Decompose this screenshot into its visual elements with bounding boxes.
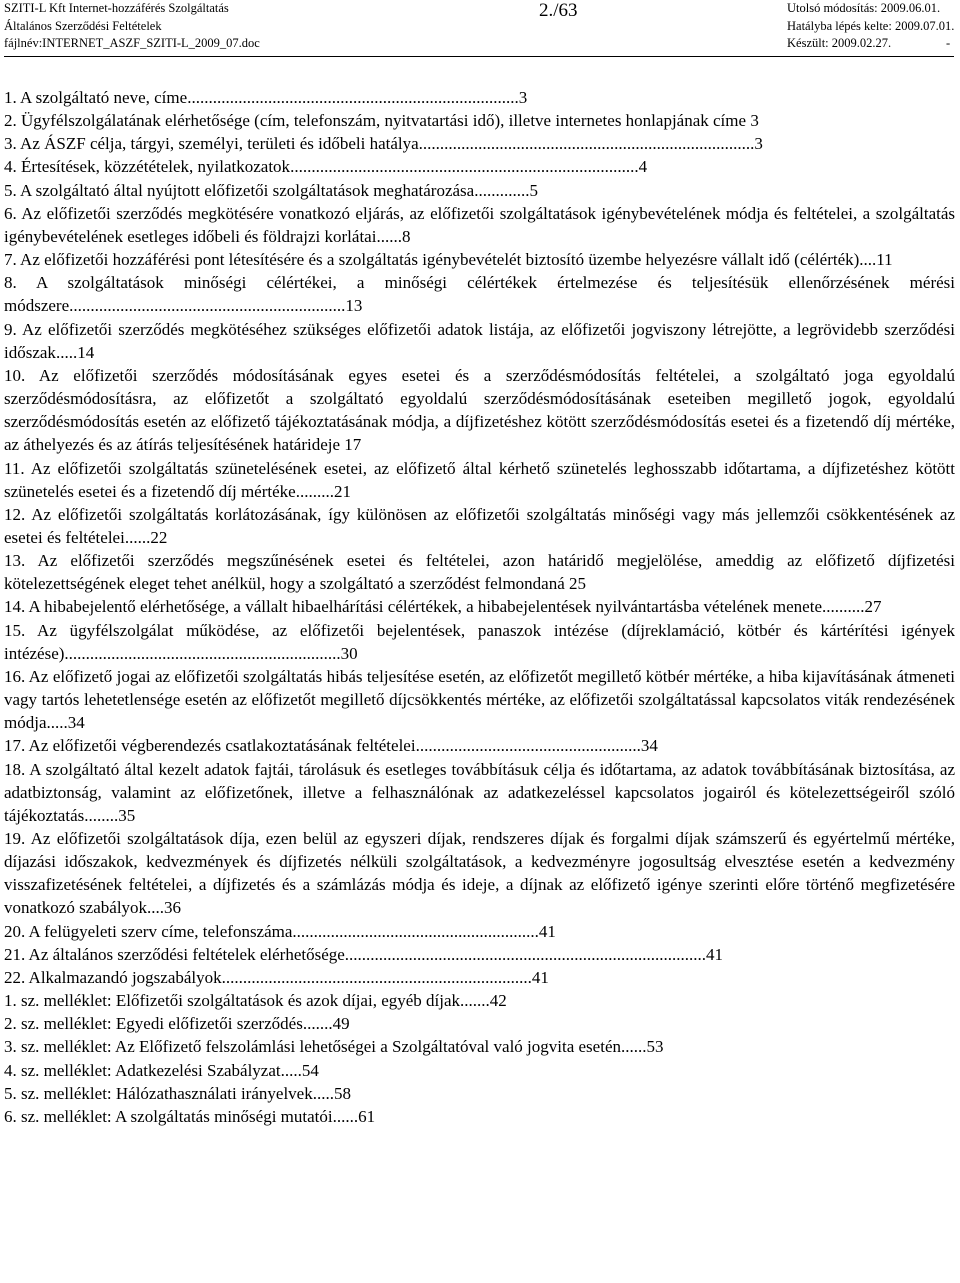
header-page-number: 2./63 xyxy=(539,0,578,21)
toc-page-number: 53 xyxy=(646,1037,664,1057)
toc-page-number: 41 xyxy=(706,944,724,964)
toc-entry-title: 6. sz. melléklet: A szolgáltatás minőségi mutatói xyxy=(4,1106,333,1126)
toc-entry[interactable] xyxy=(4,179,955,202)
toc-dot-leader: ................................................................ xyxy=(68,643,341,663)
toc-page-number: 54 xyxy=(301,1060,319,1080)
toc-dot-leader: .... xyxy=(147,898,165,918)
toc-entry-title: 5. sz. melléklet: Hálózathasználati irányelvek xyxy=(4,1083,313,1103)
toc-dot-leader: ........ xyxy=(84,805,119,825)
toc-entry-title: 14. A hibabejelentő elérhetősége, a vállalt hibaelhárítási célértékek, a hibabejelentések nyilvántartásba vételének menete xyxy=(4,597,823,617)
table-of-contents xyxy=(4,86,955,1128)
toc-dot-leader: .......................................................... xyxy=(292,921,539,941)
toc-entry[interactable] xyxy=(4,758,955,827)
toc-entry[interactable] xyxy=(4,457,955,503)
toc-entry[interactable] xyxy=(4,966,955,989)
toc-dot-leader: ....... xyxy=(302,1014,333,1034)
toc-entry[interactable] xyxy=(4,364,955,457)
toc-page-number: 22 xyxy=(150,527,168,547)
toc-entry-title: 3. sz. melléklet: Az Előfizető felszolámlási lehetőségei a Szolgáltatóval való jogvita esetén xyxy=(4,1037,621,1057)
toc-page-number: 4 xyxy=(638,157,648,177)
toc-entry[interactable] xyxy=(4,271,955,317)
header-divider xyxy=(4,56,954,57)
toc-entry-title: 8. A szolgáltatások minőségi célértékei, a minőségi célértékek értelmezése és teljesítésük ellenőrzésének mérési módszere xyxy=(4,273,955,316)
toc-dot-leader: .................................................................................. xyxy=(290,157,639,177)
toc-entry[interactable] xyxy=(4,109,955,132)
toc-dot-leader: ..... xyxy=(55,342,78,362)
header-doc-type: Általános Szerződési Feltételek xyxy=(4,19,162,33)
toc-page-number: 41 xyxy=(538,921,556,941)
toc-entry-title: 4. Értesítések, közzétételek, nyilatkozatok xyxy=(4,157,291,177)
toc-dot-leader: .............................................................................. xyxy=(187,88,519,107)
toc-entry-title: 15. Az ügyfélszolgálat működése, az előfizetői bejelentések, panaszok intézése (díjreklamáció, kötbér és kártérítési igények intézése). xyxy=(4,620,955,663)
toc-page-number: 14 xyxy=(77,342,95,362)
toc-entry-title: 19. Az előfizetői szolgáltatások díja, ezen belül az egyszeri díjak, rendszeres díjak és forgalmi díjak számszerű és egyértelmű mértéke, díjazási időszakok, kedvezmények és díjfizetés nélküli szolgáltatások, a kedvezményre jogosultság elvesztése esetén a kedvezmény visszafizetésének feltételei, a díjfizetés és a számlázás módja és ideje, a díjnak az előfizető igénye szerinti előre történő megfizetésére vonatkozó szabályok xyxy=(4,829,955,918)
toc-dot-leader: ..................................................................................... xyxy=(344,944,707,964)
toc-page-number: 27 xyxy=(864,597,882,617)
toc-entry-title: 1. sz. melléklet: Előfizetői szolgáltatások és azok díjai, egyéb díjak xyxy=(4,991,461,1011)
toc-entry[interactable] xyxy=(4,503,955,549)
toc-page-number: 3 xyxy=(754,134,763,154)
toc-page-number: 8 xyxy=(401,226,411,246)
toc-page-number: 11 xyxy=(876,250,893,270)
toc-entry-title: 20. A felügyeleti szerv címe, telefonszáma xyxy=(4,921,293,941)
toc-page-number: 61 xyxy=(358,1106,376,1126)
toc-entry[interactable] xyxy=(4,943,955,966)
toc-entry[interactable] xyxy=(4,1082,955,1105)
toc-entry-title: 21. Az általános szerződési feltételek elérhetősége xyxy=(4,944,345,964)
toc-dot-leader: .... xyxy=(859,250,877,270)
toc-entry[interactable] xyxy=(4,549,955,595)
toc-entry[interactable] xyxy=(4,155,955,178)
toc-entry-title: 18. A szolgáltató által kezelt adatok fajtái, tárolásuk és esetleges továbbításuk célja és időtartama, az adatok továbbításának biztosítása, az adatbiztonság, valamint az előfizetőnek, illetve a felhasználónak az adatkezeléssel kapcsolatos jogairól és kötelezettségeiről szóló tájékoztatás xyxy=(4,759,955,825)
toc-entry-title: 13. Az előfizetői szerződés megszűnésének esetei és feltételei, azon határidő megjelölése, ameddig az előfizető díjfizetési kötelezettségének eleget tehet anélkül, hogy a szolgáltató a szerződést felmondaná xyxy=(4,551,955,594)
toc-page-number: 3 xyxy=(750,111,759,131)
toc-entry-title: 1. A szolgáltató neve, címe xyxy=(4,88,188,107)
toc-page-number: 3 xyxy=(518,88,528,107)
toc-page-number: 13 xyxy=(345,296,363,316)
toc-page-number: 21 xyxy=(333,481,351,501)
toc-entry[interactable] xyxy=(4,734,955,757)
toc-dot-leader: ................................................................. xyxy=(69,296,346,316)
toc-entry[interactable] xyxy=(4,665,955,734)
page-header xyxy=(4,0,954,56)
toc-entry[interactable] xyxy=(4,1105,955,1128)
toc-dot-leader: ............................................................................... xyxy=(418,134,755,154)
toc-dot-leader: ..... xyxy=(46,713,68,733)
toc-entry-title: 6. Az előfizetői szerződés megkötésére vonatkozó eljárás, az előfizetői szolgáltatások igénybevételének módja és feltételei, a szolgáltatás igénybevételének esetleges időbeli és földrajzi korlátai xyxy=(4,203,955,246)
toc-dot-leader: ...... xyxy=(376,226,402,246)
toc-page-number: 25 xyxy=(569,574,587,594)
header-dash: - xyxy=(946,36,951,50)
toc-entry[interactable] xyxy=(4,318,955,364)
toc-entry-title: 9. Az előfizetői szerződés megkötéséhez szükséges előfizetői adatok listája, az előfizetői jogviszony létrejötte, a legrövidebb szerződési időszak xyxy=(4,319,955,362)
toc-entry-title: 7. Az előfizetői hozzáférési pont létesítésére és a szolgáltatás igénybevételét biztosító üzembe helyezésre vállalt idő (célérték) xyxy=(4,250,860,270)
toc-entry-title: 3. Az ÁSZF célja, tárgyi, személyi, területi és időbeli hatálya xyxy=(4,134,419,154)
toc-page-number: 35 xyxy=(118,805,136,825)
toc-page-number: 34 xyxy=(67,713,85,733)
toc-page-number: 34 xyxy=(640,736,658,756)
toc-page-number: 30 xyxy=(340,643,358,663)
toc-page-number: 36 xyxy=(164,898,182,918)
toc-entry-title: 4. sz. melléklet: Adatkezelési Szabályzat xyxy=(4,1060,281,1080)
toc-page-number: 42 xyxy=(489,991,507,1011)
header-last-modified: Utolsó módosítás: 2009.06.01. xyxy=(787,1,941,15)
toc-entry-title: 5. A szolgáltató által nyújtott előfizetői szolgáltatások meghatározása xyxy=(4,180,475,200)
toc-entry[interactable] xyxy=(4,132,955,155)
toc-entry-title: 17. Az előfizetői végberendezés csatlakoztatásának feltételei xyxy=(4,736,416,756)
header-effective-date: Hatályba lépés kelte: 2009.07.01. xyxy=(787,19,955,33)
toc-dot-leader: ............. xyxy=(474,180,530,200)
toc-entry[interactable] xyxy=(4,595,955,618)
toc-entry-title: 12. Az előfizetői szolgáltatás korlátozásának, így különösen az előfizetői szolgáltatás minőségi vagy más jellemzői csökkentésének az esetei és feltételei xyxy=(4,504,955,547)
toc-entry-title: 16. Az előfizető jogai az előfizetői szolgáltatás hibás teljesítése esetén, az előfizetőt megillető kötbér mértéke, a hiba kijavításának átmeneti vagy tartós lehetetlensége esetén az előfizetőt megillető díjcsökkentés mértéke, az előfizetői szolgáltatással kapcsolatos viták rendezésének módja xyxy=(4,666,955,733)
toc-page-number: 41 xyxy=(531,967,549,987)
toc-dot-leader: ...... xyxy=(621,1037,647,1057)
toc-entry[interactable] xyxy=(4,248,955,271)
toc-entry-title: 2. Ügyfélszolgálatának elérhetősége (cím, telefonszám, nyitvatartási idő), illetve internetes honlapjának címe xyxy=(4,111,747,131)
toc-entry-title: 10. Az előfizetői szerződés módosításának egyes esetei és a szerződésmódosítás feltételei, a szolgáltató joga egyoldalú szerződésmódosításra, az előfizetőt a szolgáltató egyoldalú szerződésmódosításának eseteiben megillető jogok, egyoldalú szerződésmódosítás esetén az előfizető tájékoztatásának módja, a díjfizetéshez kötött szerződésmódosítás esetei és a fizetendő díj mértéke, az áthelyezés és az átírás teljesítésének határideje xyxy=(4,365,955,455)
toc-dot-leader: ....... xyxy=(460,991,490,1011)
toc-page-number: 49 xyxy=(332,1014,350,1034)
toc-dot-leader: ...... xyxy=(332,1106,359,1126)
toc-entry[interactable] xyxy=(4,920,955,943)
toc-entry[interactable] xyxy=(4,1012,955,1035)
toc-entry[interactable] xyxy=(4,202,955,248)
header-filename: fájlnév:INTERNET_ASZF_SZITI-L_2009_07.doc xyxy=(4,36,260,50)
toc-dot-leader: ..................................................... xyxy=(415,736,641,756)
toc-dot-leader: ..... xyxy=(312,1083,334,1103)
toc-dot-leader: ...... xyxy=(124,527,151,547)
toc-dot-leader: ..... xyxy=(280,1060,302,1080)
toc-dot-leader: .......... xyxy=(822,597,865,617)
toc-dot-leader: ......... xyxy=(295,481,334,501)
toc-entry[interactable] xyxy=(4,989,955,1012)
toc-page-number: 17 xyxy=(344,435,362,455)
toc-entry[interactable] xyxy=(4,86,955,109)
toc-entry-title: 11. Az előfizetői szolgáltatás szünetelésének esetei, az előfizető által kérhető szünetelés leghosszabb időtartama, a díjfizetéshez kötött szünetelés esetei és a fizetendő díj mértéke xyxy=(4,458,955,501)
toc-page-number: 58 xyxy=(333,1083,351,1103)
toc-dot-leader: ......................................................................... xyxy=(221,967,532,987)
toc-entry[interactable] xyxy=(4,827,955,920)
toc-entry[interactable] xyxy=(4,1059,955,1082)
toc-entry[interactable] xyxy=(4,619,955,665)
toc-entry-title: 2. sz. melléklet: Egyedi előfizetői szerződés xyxy=(4,1014,303,1034)
header-created: Készült: 2009.02.27. xyxy=(787,36,892,50)
toc-page-number: 5 xyxy=(529,180,538,200)
toc-entry[interactable] xyxy=(4,1035,955,1058)
header-company: SZITI-L Kft Internet-hozzáférés Szolgáltatás xyxy=(4,1,229,15)
toc-entry-title: 22. Alkalmazandó jogszabályok xyxy=(4,967,222,987)
